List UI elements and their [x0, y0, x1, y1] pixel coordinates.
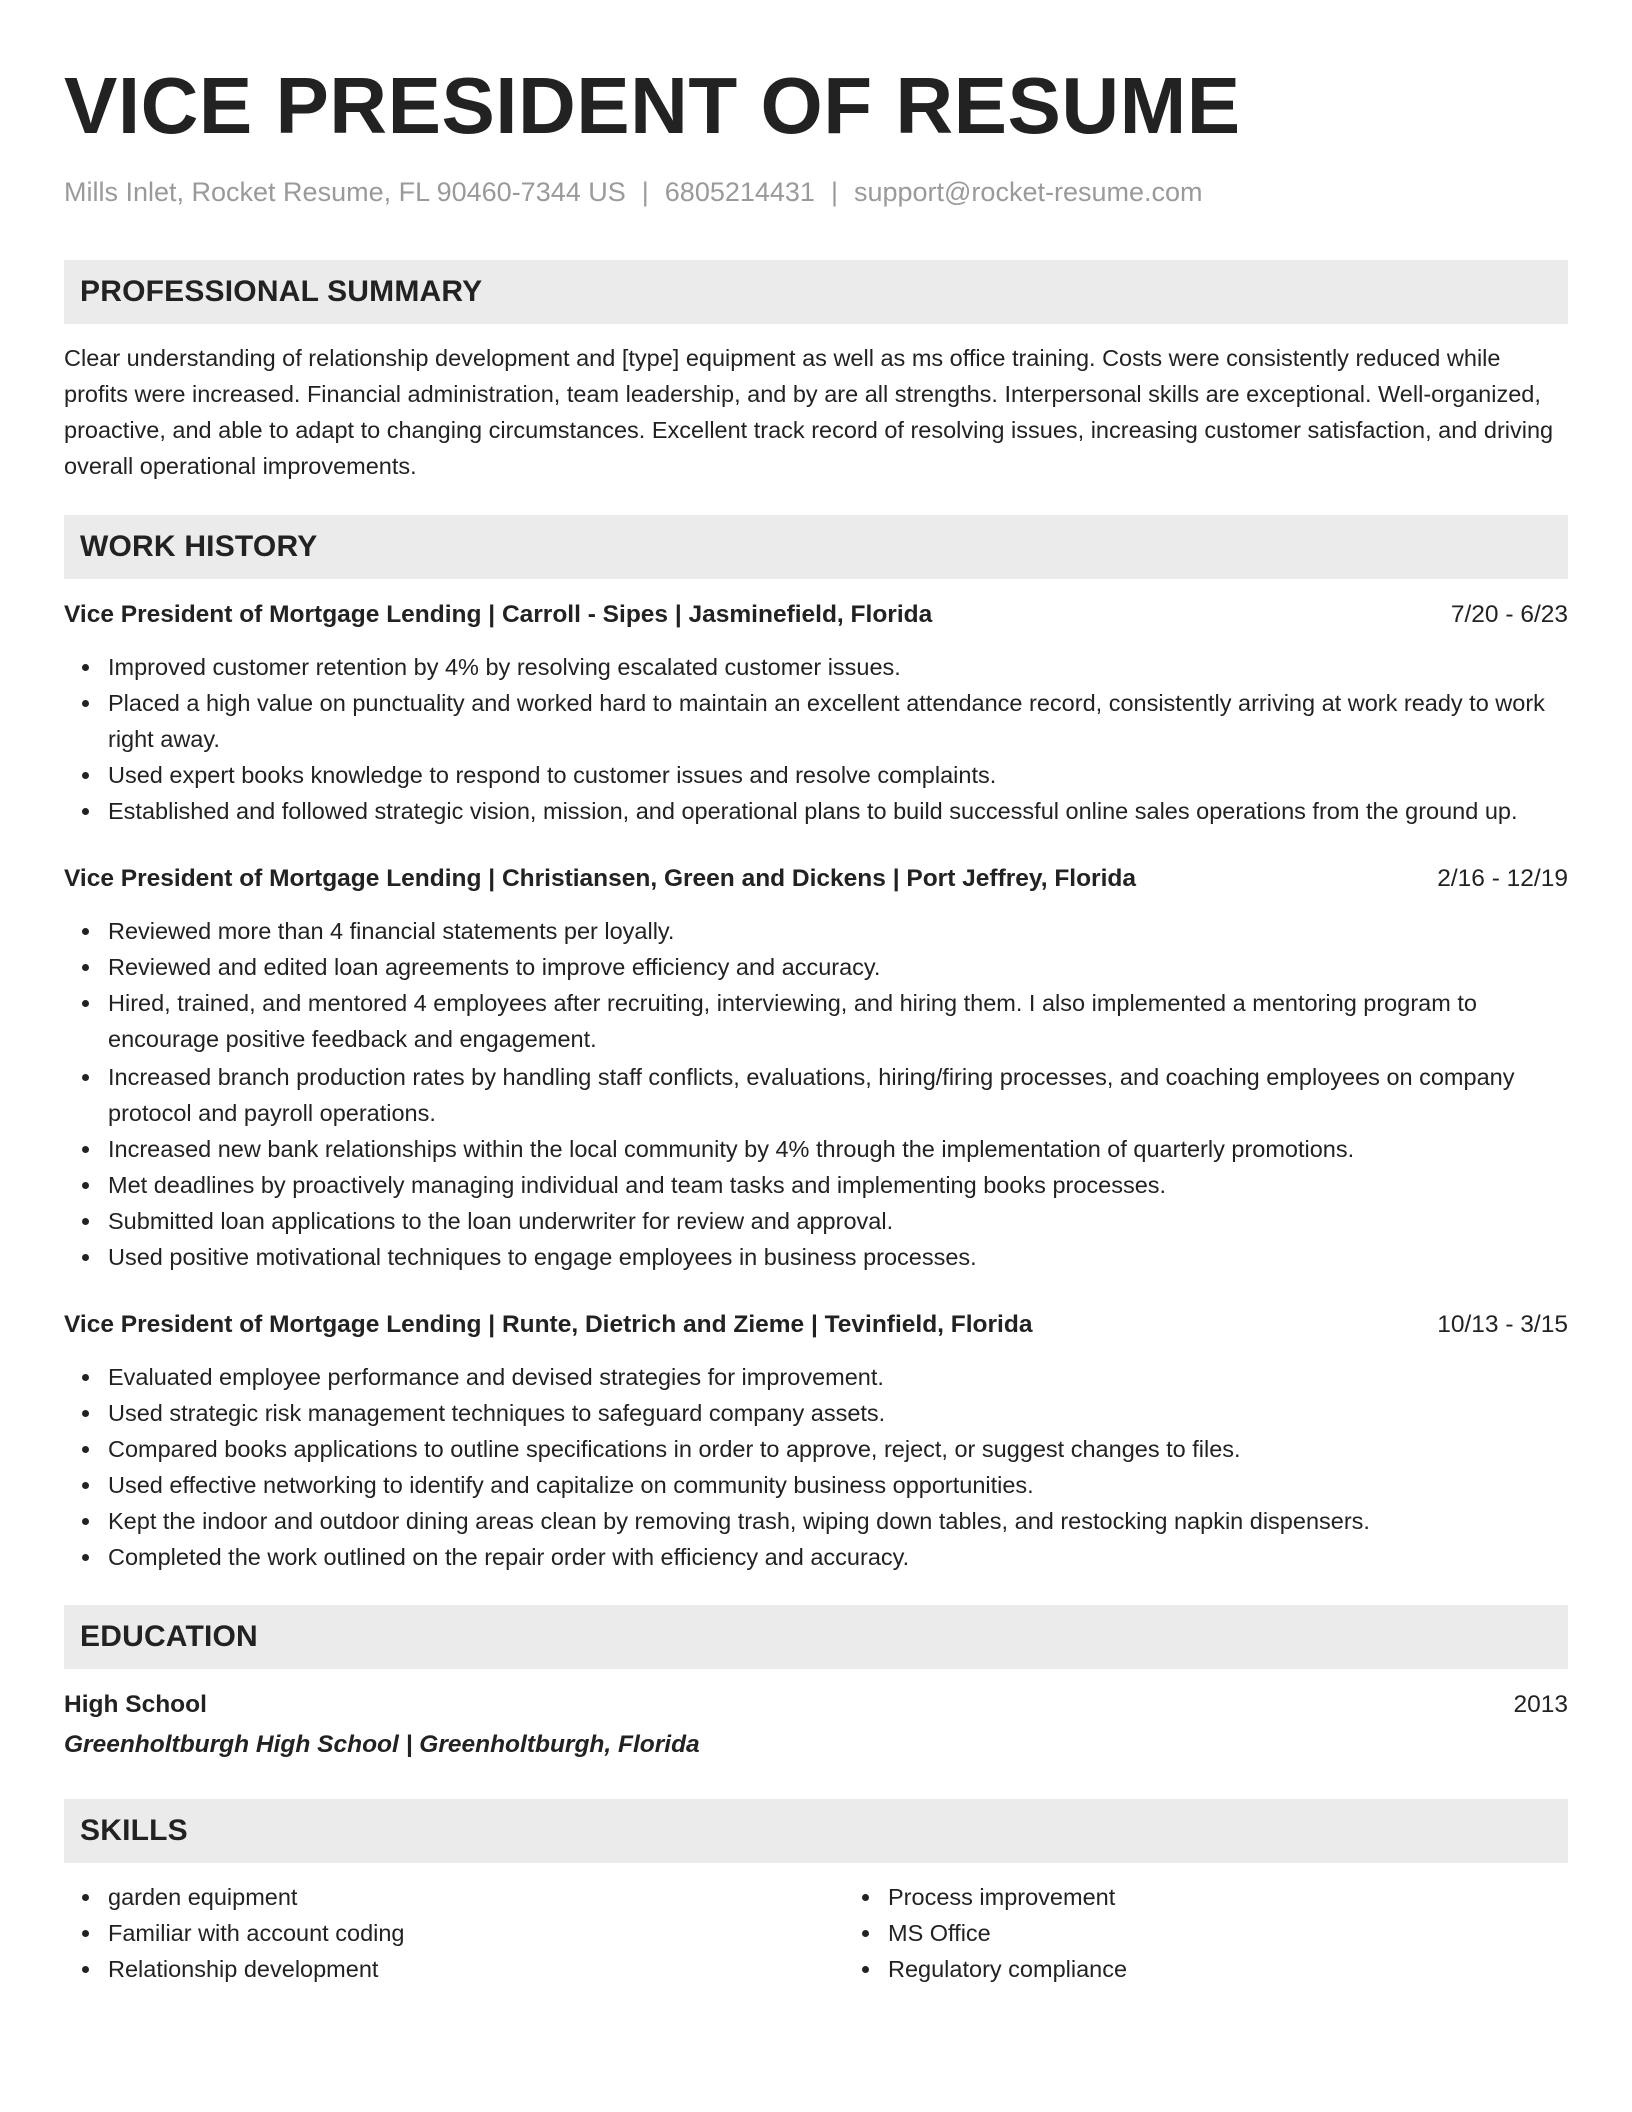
section-header-work-history: WORK HISTORY	[64, 515, 1568, 579]
skill-item: Regulatory compliance	[888, 1951, 1127, 1987]
job-bullet: Established and followed strategic vision, mission, and operational plans to build successful online sales operations from the ground up.	[108, 793, 1568, 829]
job-entry	[64, 597, 1568, 829]
skills-column-right	[844, 1879, 1127, 1987]
contact-address: Mills Inlet, Rocket Resume, FL 90460-7344 US	[64, 177, 626, 207]
job-bullet: Hired, trained, and mentored 4 employees after recruiting, interviewing, and hiring them. I also implemented a mentoring program to encourage positive feedback and engagement.	[108, 985, 1568, 1057]
job-bullet: Used positive motivational techniques to engage employees in business processes.	[108, 1239, 1568, 1275]
job-bullet: Increased new bank relationships within the local community by 4% through the implementation of quarterly promotions.	[108, 1131, 1568, 1167]
skill-item: Process improvement	[888, 1879, 1127, 1915]
job-bullet: Improved customer retention by 4% by resolving escalated customer issues.	[108, 649, 1568, 685]
job-dates: 2/16 - 12/19	[1437, 865, 1568, 892]
job-bullet: Placed a high value on punctuality and worked hard to maintain an excellent attendance record, consistently arriving at work ready to work right away.	[108, 685, 1568, 757]
job-dates: 7/20 - 6/23	[1450, 601, 1568, 628]
job-bullets	[64, 1359, 1568, 1575]
contact-phone: 6805214431	[664, 177, 815, 207]
job-bullet: Submitted loan applications to the loan underwriter for review and approval.	[108, 1203, 1568, 1239]
job-bullet: Reviewed more than 4 financial statements per loyally.	[108, 913, 1568, 949]
job-bullets	[64, 649, 1568, 829]
education-entry	[64, 1687, 1568, 1763]
job-bullet: Evaluated employee performance and devised strategies for improvement.	[108, 1359, 1568, 1395]
job-title: Vice President of Mortgage Lending | Runte, Dietrich and Zieme | Tevinfield, Florida	[64, 1311, 1033, 1338]
job-heading	[64, 1307, 1568, 1343]
job-bullet: Increased branch production rates by handling staff conflicts, evaluations, hiring/firing processes, and coaching employees on company protocol and payroll operations.	[108, 1059, 1568, 1131]
job-entry	[64, 861, 1568, 1275]
job-title: Vice President of Mortgage Lending | Carroll - Sipes | Jasminefield, Florida	[64, 601, 933, 628]
job-bullet: Met deadlines by proactively managing individual and team tasks and implementing books processes.	[108, 1167, 1568, 1203]
summary-text: Clear understanding of relationship development and [type] equipment as well as ms office training. Costs were consistently reduced while profits were increased. Financial administration, team leadership, and by are all strengths. Interpersonal skills are exceptional. Well-organized, proactive, and able to adapt to changing circumstances. Excellent track record of resolving issues, increasing customer satisfaction, and driving overall operational improvements.	[64, 345, 1554, 479]
skills-list	[64, 1879, 1568, 1987]
job-bullet: Reviewed and edited loan agreements to improve efficiency and accuracy.	[108, 949, 1568, 985]
skill-item: garden equipment	[108, 1879, 844, 1915]
section-header-skills: SKILLS	[64, 1799, 1568, 1863]
job-heading	[64, 597, 1568, 633]
resume-name: VICE PRESIDENT OF RESUME	[64, 61, 1241, 150]
skill-item: MS Office	[888, 1915, 1127, 1951]
job-bullet: Completed the work outlined on the repair order with efficiency and accuracy.	[108, 1539, 1568, 1575]
contact-line	[64, 174, 1568, 210]
section-header-education: EDUCATION	[64, 1605, 1568, 1669]
job-dates: 10/13 - 3/15	[1437, 1311, 1568, 1338]
job-bullet: Used strategic risk management techniques to safeguard company assets.	[108, 1395, 1568, 1431]
contact-separator: |	[830, 177, 838, 207]
contact-email: support@rocket-resume.com	[853, 177, 1203, 207]
education-degree: High School	[64, 1691, 207, 1718]
job-bullet: Used effective networking to identify and capitalize on community business opportunities.	[108, 1467, 1568, 1503]
education-heading	[64, 1687, 1568, 1723]
job-entry	[64, 1307, 1568, 1575]
skill-item: Familiar with account coding	[108, 1915, 844, 1951]
skill-item: Relationship development	[108, 1951, 844, 1987]
job-title: Vice President of Mortgage Lending | Christiansen, Green and Dickens | Port Jeffrey, Florida	[64, 865, 1136, 892]
contact-separator: |	[641, 177, 649, 207]
section-header-summary: PROFESSIONAL SUMMARY	[64, 260, 1568, 324]
job-bullets	[64, 913, 1568, 1275]
job-bullet: Compared books applications to outline specifications in order to approve, reject, or suggest changes to files.	[108, 1431, 1568, 1467]
skills-column-left	[64, 1879, 844, 1987]
job-bullet: Used expert books knowledge to respond to customer issues and resolve complaints.	[108, 757, 1568, 793]
education-year: 2013	[1513, 1691, 1568, 1718]
job-heading	[64, 861, 1568, 897]
job-bullet: Kept the indoor and outdoor dining areas clean by removing trash, wiping down tables, and restocking napkin dispensers.	[108, 1503, 1568, 1539]
education-school: Greenholtburgh High School | Greenholtburgh, Florida	[64, 1731, 700, 1758]
